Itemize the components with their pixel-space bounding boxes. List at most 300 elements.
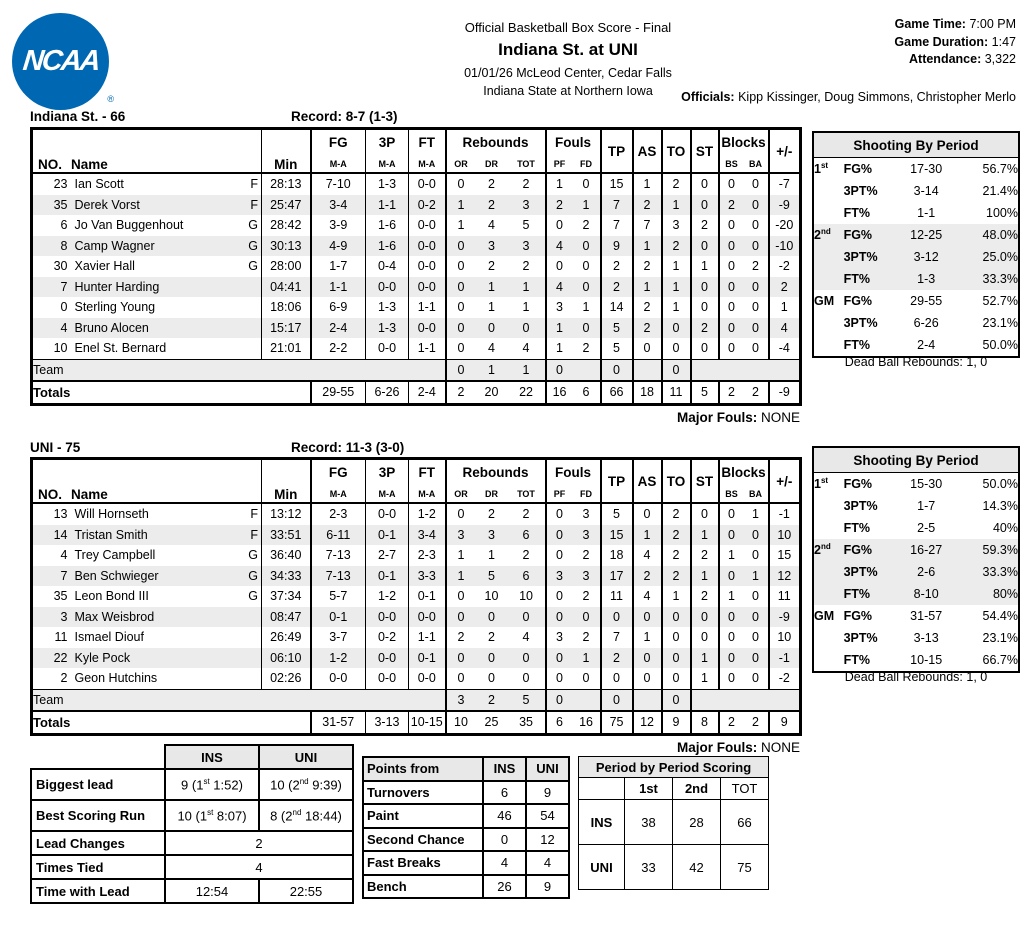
stat-min: 28:00 <box>262 256 311 277</box>
period-label <box>813 649 844 672</box>
stat-tot: 6 <box>508 566 546 587</box>
stat-min: 37:34 <box>262 586 311 607</box>
shooting-made-att: 3-12 <box>897 246 956 268</box>
stat-or: 0 <box>446 173 476 195</box>
stat-or: 0 <box>446 297 476 318</box>
registered-mark-icon: ® <box>107 94 114 104</box>
stat-pf: 1 <box>546 338 573 359</box>
stat-or: 1 <box>446 545 476 566</box>
col-header-name: NO. Name <box>38 487 108 502</box>
stat-as: 2 <box>633 318 662 339</box>
stat-to: 0 <box>662 607 691 628</box>
stat-bs: 0 <box>719 525 744 546</box>
stat-tot: 10 <box>519 589 533 604</box>
stat-st: 1 <box>691 668 719 689</box>
stat-fg: 1-7 <box>311 256 366 277</box>
stat-ft: 0-0 <box>409 256 446 277</box>
player-name: Sterling Young <box>74 300 156 315</box>
points-from-row: Paint 46 54 <box>363 804 569 828</box>
stat-to: 2 <box>662 236 691 257</box>
shooting-pct: 23.1% <box>982 631 1018 645</box>
stat-fg: 1-1 <box>311 277 366 298</box>
stat-or: 0 <box>446 236 476 257</box>
player-number: 6 <box>60 218 68 233</box>
stat-ft: 2-3 <box>409 545 446 566</box>
shooting-pct: 59.3% <box>956 539 1019 561</box>
stat-as: 1 <box>633 627 662 648</box>
period-label <box>813 561 844 583</box>
attendance: Attendance: 3,322 <box>909 52 1016 66</box>
stat-tot: 1 <box>508 277 546 298</box>
stat-plusminus: -9 <box>769 195 801 216</box>
stat-to: 1 <box>662 256 691 277</box>
stat-plusminus: 1 <box>769 297 801 318</box>
shooting-made-att: 3-13 <box>913 631 939 645</box>
shooting-stat-label: FG% <box>843 477 873 491</box>
biggest-lead-row: Biggest lead 9 (1st 1:52) 10 (2nd 9:39) <box>31 769 353 800</box>
stat-st: 0 <box>691 277 719 298</box>
stat-pf: 3 <box>546 627 573 648</box>
stat-min: 30:13 <box>262 236 311 257</box>
shooting-made-att: 16-27 <box>897 539 956 561</box>
period-label: 1st <box>814 476 829 492</box>
shooting-row <box>813 561 1019 583</box>
stat-as: 2 <box>633 256 662 277</box>
col-header-st: ST <box>691 459 719 504</box>
stat-plusminus: -10 <box>769 236 801 257</box>
shooting-pct: 50.0% <box>982 338 1018 352</box>
shooting-row <box>813 268 1019 290</box>
stat-to: 2 <box>662 545 691 566</box>
period-row-uni: UNI 33 42 75 <box>579 845 769 890</box>
stat-3p: 1-2 <box>366 586 409 607</box>
times-tied-row: Times Tied 4 <box>31 855 353 879</box>
team2-box-score-table: NO. Name Min FG 3P FT Rebounds Fouls TP AS TO ST Blocks +/- M-A M-A M-A OR DR TOT PF FD BS BA 13 Will Hornseth F 13:12 2-3 0-0 1-2 0 2 2 0 3 5 0 2 0 0 1 -1 14 Tristan Smith F 33:51 6-11 0-1 3-4 3 3 6 0 3 15 1 2 1 0 0 10 4 Trey Campbell G 36:40 7-13 2-7 2-3 1 1 2 0 2 18 4 2 2 1 0 15 7 Ben Schwieger G 34:33 7-13 0-1 3-3 1 5 6 3 3 17 2 2 1 0 1 12 35 Leon Bond III G 37:34 5-7 1-2 0-1 0 10 10 0 2 11 4 1 2 1 0 11 3 Max Weisbrod 08:47 0-1 0-0 0-0 0 0 0 0 0 0 0 0 0 0 0 -9 11 Ismael Diouf 26:49 3-7 0-2 1-1 2 2 4 3 2 7 1 0 0 0 0 10 22 Kyle Pock 06:10 1-2 0-0 0-1 0 0 0 0 1 2 0 0 1 0 0 -1 2 Geon Hutchins 02:26 0-0 0-0 0-0 0 0 0 0 0 0 0 0 1 0 0 -2 Team 3 2 5 0 0 0 Totals 31-57 3-13 10-15 10 25 35 6 16 75 12 9 8 2 2 9 <box>30 457 802 736</box>
stat-min: 33:51 <box>262 525 311 546</box>
stat-bs: 0 <box>719 277 744 298</box>
player-name: Tristan Smith <box>74 527 148 542</box>
stat-bs: 0 <box>719 607 744 628</box>
player-name: Camp Wagner <box>74 238 155 253</box>
stat-min: 02:26 <box>262 668 311 689</box>
stat-as: 0 <box>633 503 662 525</box>
stat-ft: 0-0 <box>409 318 446 339</box>
player-name: Derek Vorst <box>74 197 140 212</box>
player-number: 7 <box>32 566 68 587</box>
stat-fd: 0 <box>573 607 601 628</box>
player-name-cell <box>68 503 262 525</box>
stat-st: 1 <box>691 566 719 587</box>
stat-3p: 0-0 <box>366 277 409 298</box>
player-number: 7 <box>32 277 68 298</box>
player-name: Kyle Pock <box>74 650 131 665</box>
stat-to: 2 <box>662 173 691 195</box>
shooting-row <box>813 334 1019 357</box>
player-number: 11 <box>54 630 68 645</box>
shooting-pct: 33.3% <box>956 268 1019 290</box>
shooting-made-att: 8-10 <box>897 583 956 605</box>
stat-plusminus: -4 <box>769 338 801 359</box>
player-name-cell <box>68 566 262 587</box>
stat-to: 2 <box>662 566 691 587</box>
stat-or: 2 <box>446 627 476 648</box>
stat-to: 1 <box>662 297 691 318</box>
stat-plusminus: 11 <box>769 586 801 607</box>
stat-min: 26:49 <box>262 627 311 648</box>
ncaa-logo-text: NCAA <box>20 45 101 77</box>
venue-line: 01/01/26 McLeod Center, Cedar Falls <box>464 66 672 80</box>
col-header-name: NO. Name <box>38 157 108 172</box>
game-meta <box>894 16 1016 69</box>
stat-min: 04:41 <box>262 277 311 298</box>
col-header-min: Min <box>262 129 311 174</box>
stat-to: 1 <box>662 195 691 216</box>
player-row <box>32 338 801 359</box>
stat-or: 0 <box>446 607 476 628</box>
player-name-cell <box>68 236 262 257</box>
shooting-row <box>813 246 1019 268</box>
lead-changes-row: Lead Changes 2 <box>31 831 353 855</box>
player-name: Enel St. Bernard <box>74 341 167 356</box>
stat-pf: 3 <box>546 566 573 587</box>
shooting-made-att: 1-1 <box>917 206 936 220</box>
col-header-blocks: Blocks <box>719 459 769 486</box>
player-name-cell <box>68 338 262 359</box>
stat-ft: 0-0 <box>409 173 446 195</box>
stat-plusminus: 4 <box>769 318 801 339</box>
stat-as: 2 <box>633 195 662 216</box>
stat-or: 0 <box>446 503 476 525</box>
stat-min: 18:06 <box>262 297 311 318</box>
team1-dead-ball-rebounds: Dead Ball Rebounds: 1, 0 <box>844 355 988 369</box>
player-number: 2 <box>60 671 68 686</box>
stat-plusminus: 15 <box>769 545 801 566</box>
stat-tp: 5 <box>601 338 633 359</box>
stat-dr: 2 <box>488 630 495 645</box>
player-position: G <box>248 218 258 233</box>
player-number: 30 <box>53 259 68 274</box>
stat-tot: 5 <box>522 218 530 233</box>
stat-st: 0 <box>691 607 719 628</box>
stat-bs: 2 <box>719 195 744 216</box>
stat-min: 13:12 <box>262 503 311 525</box>
player-name-cell <box>68 297 262 318</box>
stat-tot: 4 <box>522 630 530 645</box>
team1-record: Record: 8-7 (1-3) <box>291 109 398 124</box>
period-label: GM <box>814 609 835 624</box>
player-number: 0 <box>60 300 68 315</box>
period-scoring-header: 1st 2nd TOT <box>579 778 769 800</box>
player-position: F <box>250 177 258 192</box>
shooting-stat-label: 3PT% <box>843 631 878 645</box>
stat-to: 0 <box>662 668 691 689</box>
stat-st: 2 <box>691 215 719 236</box>
col-header-ft: FT <box>409 459 446 486</box>
stat-tp: 7 <box>601 627 633 648</box>
shooting-made-att: 17-30 <box>910 162 943 176</box>
stat-3p: 0-0 <box>366 668 409 689</box>
stat-ft: 0-0 <box>409 215 446 236</box>
stat-plusminus: 12 <box>769 566 801 587</box>
stat-fd: 0 <box>573 236 601 257</box>
stat-fd: 0 <box>573 318 601 339</box>
teams-line: Indiana State at Northern Iowa <box>483 84 653 98</box>
stat-fg: 7-10 <box>311 173 366 195</box>
stat-tp: 5 <box>601 318 633 339</box>
stat-ba: 0 <box>752 548 759 563</box>
best-scoring-run-row: Best Scoring Run 10 (1st 8:07) 8 (2nd 18:44) <box>31 800 353 831</box>
stat-ft: 0-0 <box>409 236 446 257</box>
shooting-row <box>813 180 1019 202</box>
stat-fg: 3-4 <box>311 195 366 216</box>
player-row <box>32 566 801 587</box>
stat-tp: 0 <box>601 668 633 689</box>
stat-3p: 1-3 <box>366 297 409 318</box>
team1-box-score-table: NO. Name Min FG 3P FT Rebounds Fouls TP AS TO ST Blocks +/- M-A M-A M-A OR DR TOT PF FD BS BA 23 Ian Scott F 28:13 7-10 1-3 0-0 0 2 2 1 0 15 1 2 0 0 0 -7 35 Derek Vorst F 25:47 3-4 1-1 0-2 1 2 3 2 1 7 2 1 0 2 0 -9 6 Jo Van Buggenhout G 28:42 3-9 1-6 0-0 1 4 5 0 2 7 7 3 2 0 0 -20 8 Camp Wagner G 30:13 4-9 1-6 0-0 0 3 3 4 0 9 1 2 0 0 0 -10 30 Xavier Hall G 28:00 1-7 0-4 0-0 0 2 2 0 0 2 2 1 1 0 2 -2 7 Hunter Harding 04:41 1-1 0-0 0-0 0 1 1 4 0 2 1 1 0 0 0 2 0 Sterling Young 18:06 6-9 1-3 1-1 0 1 1 3 1 14 2 1 0 0 0 1 4 Bruno Alocen 15:17 2-4 1-3 0-0 0 0 0 1 0 5 2 0 2 0 0 4 10 Enel St. Bernard 21:01 2-2 0-0 1-1 0 4 4 1 2 5 0 0 0 0 0 -4 Team 0 1 1 0 0 0 Totals 29-55 6-26 2-4 2 20 22 16 6 66 18 11 5 2 2 -9 <box>30 127 802 406</box>
document-header <box>302 20 834 98</box>
player-name: Hunter Harding <box>74 279 160 294</box>
player-row <box>32 195 801 216</box>
shooting-made-att: 2-4 <box>917 338 936 352</box>
shooting-stat-label: FT% <box>843 206 870 220</box>
col-header-blocks: Blocks <box>719 129 769 156</box>
stat-3p: 2-7 <box>366 545 409 566</box>
stat-or: 0 <box>446 586 476 607</box>
shooting-row <box>813 312 1019 334</box>
shooting-pct: 56.7% <box>982 162 1018 176</box>
stat-ft: 1-1 <box>409 627 446 648</box>
stat-tot: 3 <box>508 195 546 216</box>
col-header-ft: FT <box>409 129 446 156</box>
points-from-row: Second Chance 0 12 <box>363 828 569 852</box>
player-row <box>32 586 801 607</box>
period-scoring-title: Period by Period Scoring <box>579 757 769 778</box>
shooting-row <box>813 539 1019 561</box>
stat-to: 1 <box>662 277 691 298</box>
stat-dr: 2 <box>476 173 508 195</box>
stat-fd: 0 <box>582 259 590 274</box>
player-number: 3 <box>32 607 68 628</box>
stat-as: 4 <box>633 586 662 607</box>
stat-tot: 2 <box>522 259 530 274</box>
stat-st: 0 <box>691 195 719 216</box>
stat-plusminus: 10 <box>769 627 801 648</box>
stat-as: 4 <box>633 545 662 566</box>
lead-ins-header: INS <box>165 745 259 769</box>
stat-st: 2 <box>691 545 719 566</box>
col-header-3p: 3P <box>366 459 409 486</box>
stat-tot: 4 <box>522 341 530 356</box>
col-header-fg: FG <box>311 129 366 156</box>
period-label <box>813 627 844 649</box>
stat-dr: 10 <box>484 589 499 604</box>
player-name: Trey Campbell <box>74 548 156 563</box>
shooting-pct: 33.3% <box>956 561 1019 583</box>
stat-fd: 2 <box>582 548 590 563</box>
stat-fd: 1 <box>573 195 601 216</box>
player-number: 22 <box>32 648 68 669</box>
player-name-cell <box>68 627 262 648</box>
col-header-to: TO <box>662 459 691 504</box>
stat-ba: 0 <box>744 648 769 669</box>
col-header-as: AS <box>633 129 662 174</box>
stat-3p: 1-3 <box>366 318 409 339</box>
shooting-stat-label: FG% <box>843 294 873 308</box>
stat-dr: 2 <box>488 259 495 274</box>
col-header-plusminus: +/- <box>769 129 801 174</box>
shooting-row <box>813 158 1019 181</box>
stat-tot: 6 <box>508 525 546 546</box>
stat-or: 0 <box>446 668 476 689</box>
shooting-row <box>813 473 1019 496</box>
stat-dr: 4 <box>488 341 495 356</box>
stat-fg: 3-9 <box>311 215 366 236</box>
player-name: Ben Schwieger <box>74 568 159 583</box>
team-row: Team 3 2 5 0 0 0 <box>32 689 801 711</box>
player-row <box>32 525 801 546</box>
stat-to: 2 <box>662 525 691 546</box>
shooting-pct: 21.4% <box>982 184 1018 198</box>
stat-bs: 0 <box>719 236 744 257</box>
stat-fd: 2 <box>582 218 590 233</box>
player-position: G <box>248 548 258 563</box>
player-number: 35 <box>32 195 68 216</box>
shooting-row <box>813 495 1019 517</box>
stat-3p: 1-1 <box>366 195 409 216</box>
stat-ft: 1-2 <box>409 503 446 525</box>
stat-bs: 1 <box>719 586 744 607</box>
stat-dr: 5 <box>476 566 508 587</box>
team2-major-fouls: Major Fouls: NONE <box>676 740 800 755</box>
stat-fg: 5-7 <box>311 586 366 607</box>
shooting-row <box>813 290 1019 312</box>
stat-or: 0 <box>446 318 476 339</box>
stat-fg: 2-3 <box>311 503 366 525</box>
stat-dr: 0 <box>488 671 495 686</box>
player-row <box>32 297 801 318</box>
player-row <box>32 318 801 339</box>
player-name: Max Weisbrod <box>74 609 155 624</box>
stat-min: 28:13 <box>262 173 311 195</box>
team2-title: UNI - 75 <box>30 440 81 455</box>
stat-bs: 0 <box>719 173 744 195</box>
shooting-pct: 40% <box>992 521 1018 535</box>
stat-dr: 1 <box>476 277 508 298</box>
stat-bs: 0 <box>719 648 744 669</box>
shooting-made-att: 10-15 <box>910 653 943 667</box>
stat-pf: 1 <box>546 173 573 195</box>
player-name-cell <box>68 215 262 236</box>
shooting-row <box>813 517 1019 539</box>
stat-st: 2 <box>691 318 719 339</box>
shooting-made-att: 1-3 <box>897 268 956 290</box>
stat-as: 1 <box>633 173 662 195</box>
stat-ft: 0-1 <box>409 586 446 607</box>
period-label <box>813 312 844 334</box>
team-row: Team 0 1 1 0 0 0 <box>32 359 801 381</box>
stat-dr: 3 <box>476 525 508 546</box>
player-name: Will Hornseth <box>74 507 149 522</box>
stat-3p: 0-1 <box>366 525 409 546</box>
player-name: Leon Bond III <box>74 589 149 604</box>
points-from-row: Turnovers 6 9 <box>363 781 569 805</box>
stat-ft: 1-1 <box>409 297 446 318</box>
officials-line: Officials: Kipp Kissinger, Doug Simmons, Christopher Merlo <box>681 90 1016 104</box>
stat-as: 7 <box>633 215 662 236</box>
totals-row: Totals 29-55 6-26 2-4 2 20 22 16 6 66 18 11 5 2 2 -9 <box>32 381 801 404</box>
stat-fd: 1 <box>573 648 601 669</box>
stat-tot: 1 <box>522 300 530 315</box>
stat-st: 0 <box>691 236 719 257</box>
stat-bs: 0 <box>719 503 744 525</box>
player-name-cell <box>68 525 262 546</box>
stat-ft: 0-0 <box>409 668 446 689</box>
stat-ft: 0-2 <box>409 195 446 216</box>
stat-ba: 0 <box>744 277 769 298</box>
stat-st: 1 <box>691 648 719 669</box>
stat-fd: 0 <box>573 277 601 298</box>
player-name-cell <box>68 545 262 566</box>
stat-3p: 0-0 <box>366 503 409 525</box>
player-number: 4 <box>32 318 68 339</box>
stat-tp: 9 <box>601 236 633 257</box>
stat-3p: 0-0 <box>366 607 409 628</box>
stat-dr: 0 <box>476 607 508 628</box>
player-row <box>32 607 801 628</box>
stat-3p: 0-2 <box>366 627 409 648</box>
shooting-made-att: 1-7 <box>917 499 936 513</box>
stat-ba: 0 <box>744 525 769 546</box>
col-header-as: AS <box>633 459 662 504</box>
shooting-title: Shooting By Period <box>813 132 1019 158</box>
shooting-stat-label: 3PT% <box>843 184 878 198</box>
stat-ba: 0 <box>752 218 759 233</box>
stat-to: 3 <box>662 215 691 236</box>
shooting-made-att: 6-26 <box>913 316 939 330</box>
stat-tot: 2 <box>522 548 530 563</box>
shooting-made-att: 12-25 <box>897 224 956 246</box>
stat-tp: 15 <box>601 525 633 546</box>
col-header-3p: 3P <box>366 129 409 156</box>
period-label: GM <box>814 294 835 309</box>
shooting-made-att: 29-55 <box>910 294 943 308</box>
stat-dr: 1 <box>488 548 495 563</box>
shooting-stat-label: FT% <box>844 268 897 290</box>
team2-dead-ball-rebounds: Dead Ball Rebounds: 1, 0 <box>844 670 988 684</box>
shooting-title: Shooting By Period <box>813 447 1019 473</box>
stat-ba: 0 <box>744 173 769 195</box>
period-label <box>813 180 844 202</box>
stat-min: 08:47 <box>262 607 311 628</box>
stat-or: 0 <box>446 256 476 277</box>
shooting-pct: 80% <box>956 583 1019 605</box>
stat-fg: 0-0 <box>311 668 366 689</box>
player-name-cell <box>68 277 262 298</box>
shooting-made-att: 3-14 <box>913 184 939 198</box>
stat-pf: 0 <box>546 256 573 277</box>
stat-as: 0 <box>633 338 662 359</box>
shooting-made-att: 2-5 <box>917 521 936 535</box>
stat-min: 36:40 <box>262 545 311 566</box>
stat-ba: 1 <box>744 503 769 525</box>
time-with-lead-row: Time with Lead 12:54 22:55 <box>31 879 353 903</box>
stat-st: 0 <box>691 503 719 525</box>
stat-to: 0 <box>662 627 691 648</box>
player-position: G <box>248 589 258 604</box>
stat-as: 0 <box>633 648 662 669</box>
stat-plusminus: -2 <box>769 668 801 689</box>
shooting-stat-label: FG% <box>843 609 873 623</box>
